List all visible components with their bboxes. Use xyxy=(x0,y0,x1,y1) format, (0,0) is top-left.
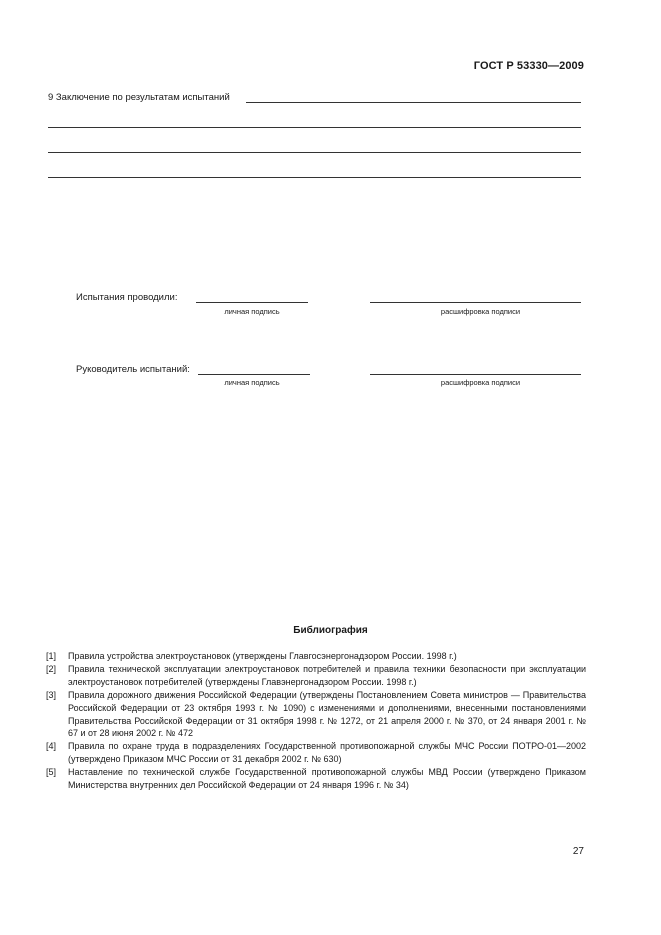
bibliography-item-number: [4] xyxy=(46,741,57,752)
bibliography-list xyxy=(46,650,586,792)
bibliography-item-number: [5] xyxy=(46,767,57,778)
head-decoding-line xyxy=(370,374,581,375)
bibliography-item xyxy=(46,766,586,792)
conclusion-line-3 xyxy=(48,152,581,153)
testers-signature-caption: личная подпись xyxy=(224,307,280,316)
head-signature-caption: личная подпись xyxy=(224,378,280,387)
standard-designation: ГОСТ Р 53330—2009 xyxy=(473,60,584,72)
testers-signature-line xyxy=(196,302,308,303)
bibliography-item xyxy=(46,650,586,663)
bibliography-item-text: Наставление по технической службе Государственной противопожарной службы МВД России (утверждено Приказом Министерства внутренних дел Российской Федерации от 24 января 1996 г. № 34) xyxy=(68,767,586,791)
bibliography-item-text: Правила устройства электроустановок (утверждены Главгосэнергонадзором России. 1998 г.) xyxy=(68,651,457,661)
bibliography-item-number: [3] xyxy=(46,689,57,700)
testers-label: Испытания проводили: xyxy=(76,292,178,303)
head-decoding-caption: расшифровка подписи xyxy=(440,378,521,387)
page-number: 27 xyxy=(572,846,584,857)
head-signature-line xyxy=(198,374,310,375)
bibliography-item-number: [2] xyxy=(46,663,57,674)
bibliography-item-text: Правила дорожного движения Российской Федерации (утверждены Постановлением Совета министров — Правительства Российской Федерации от 23 октября 1993 г. № 1090) с изменениями и дополнениями, внесенными постановлениями Правительства Российской Федерации от 31 октября 1998 г. № 1272, от 21 апреля 2000 г. № 370, от 24 января 2001 г. № 67 и от 28 июня 2002 г. № 472 xyxy=(68,689,586,739)
head-label: Руководитель испытаний: xyxy=(76,364,190,375)
bibliography-item-text: Правила по охране труда в подразделениях Государственной противопожарной службы МЧС России ПОТРО-01—2002 (утверждено Приказом МЧС России от 31 декабря 2002 г. № 630) xyxy=(68,741,586,765)
bibliography-item xyxy=(46,689,586,741)
bibliography-item-text: Правила технической эксплуатации электроустановок потребителей и правила техники безопасности при эксплуатации электроустановок потребителей (утверждены Главэнергонадзором России. 1998 г.) xyxy=(68,663,586,687)
testers-decoding-caption: расшифровка подписи xyxy=(440,307,521,316)
bibliography-item xyxy=(46,740,586,766)
bibliography-title: Библиография xyxy=(293,625,368,636)
bibliography-item-number: [1] xyxy=(46,651,57,661)
conclusion-label: 9 Заключение по результатам испытаний xyxy=(48,92,230,103)
bibliography-item xyxy=(46,663,586,689)
testers-decoding-line xyxy=(370,302,581,303)
conclusion-line-2 xyxy=(48,127,581,128)
conclusion-line-4 xyxy=(48,177,581,178)
conclusion-line-1 xyxy=(246,102,581,103)
